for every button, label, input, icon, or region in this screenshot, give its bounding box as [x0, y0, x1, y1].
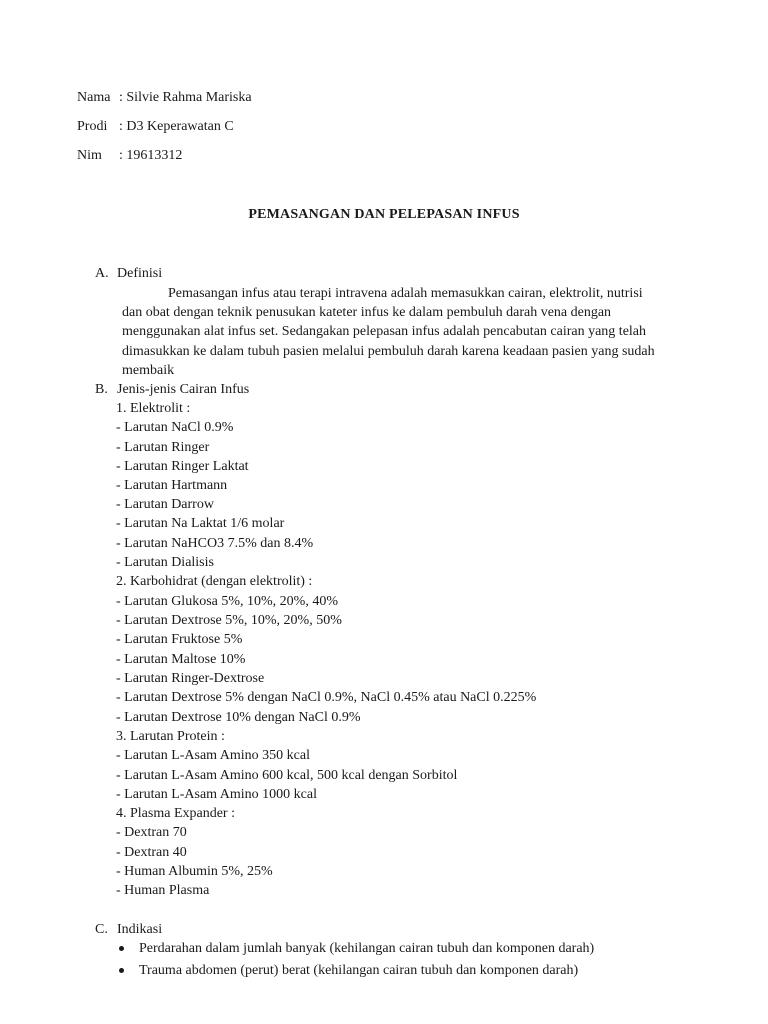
definition-line: dimasukkan ke dalam tubuh pasien melalui pembuluh darah karena keadaan pasien yang sudah	[122, 344, 655, 359]
list-item: - Larutan Ringer-Dextrose	[116, 671, 265, 686]
bullet-item: Trauma abdomen (perut) berat (kehilangan cairan tubuh dan komponen darah)	[139, 963, 579, 978]
section-c-marker: C.	[95, 922, 108, 937]
nim-value: : 19613312	[119, 148, 183, 163]
list-item: - Larutan Na Laktat 1/6 molar	[116, 516, 285, 531]
list-item: - Larutan Dextrose 10% dengan NaCl 0.9%	[116, 710, 361, 725]
list-item: - Human Albumin 5%, 25%	[116, 864, 273, 879]
section-a-heading: Definisi	[117, 266, 163, 281]
definition-line: dan obat dengan teknik penusukan kateter infus ke dalam pembuluh darah vena dengan	[122, 305, 612, 320]
list-item: - Larutan L-Asam Amino 350 kcal	[116, 748, 311, 763]
list-item: - Dextran 70	[116, 825, 187, 840]
definition-line: membaik	[122, 363, 175, 378]
list-item: - Dextran 40	[116, 845, 187, 860]
list-item: - Larutan L-Asam Amino 600 kcal, 500 kcal dengan Sorbitol	[116, 768, 458, 783]
bullet-icon	[119, 946, 124, 951]
prodi-value: : D3 Keperawatan C	[119, 119, 234, 134]
list-item: - Larutan Fruktose 5%	[116, 632, 243, 647]
prodi-label: Prodi	[77, 119, 108, 134]
list-item: - Larutan Glukosa 5%, 10%, 20%, 40%	[116, 594, 339, 609]
list-item: - Larutan NaHCO3 7.5% dan 8.4%	[116, 536, 314, 551]
section-a-marker: A.	[95, 266, 109, 281]
definition-line: Pemasangan infus atau terapi intravena adalah memasukkan cairan, elektrolit, nutrisi	[168, 286, 643, 301]
nama-label: Nama	[77, 90, 111, 105]
list-item: - Larutan Darrow	[116, 497, 214, 512]
list-item: - Larutan Dextrose 5%, 10%, 20%, 50%	[116, 613, 342, 628]
document-title: PEMASANGAN DAN PELEPASAN INFUS	[248, 207, 520, 222]
section-b-marker: B.	[95, 382, 108, 397]
bullet-item: Perdarahan dalam jumlah banyak (kehilangan cairan tubuh dan komponen darah)	[139, 941, 595, 956]
list-item: - Larutan Ringer Laktat	[116, 459, 249, 474]
section-b-heading: Jenis-jenis Cairan Infus	[117, 382, 250, 397]
bullet-icon	[119, 968, 124, 973]
list-item: - Larutan Dextrose 5% dengan NaCl 0.9%, NaCl 0.45% atau NaCl 0.225%	[116, 690, 537, 705]
nama-value: : Silvie Rahma Mariska	[119, 90, 252, 105]
list-item: 3. Larutan Protein :	[116, 729, 225, 744]
section-c-heading: Indikasi	[117, 922, 163, 937]
list-item: - Larutan Hartmann	[116, 478, 228, 493]
list-item: - Larutan L-Asam Amino 1000 kcal	[116, 787, 318, 802]
nim-label: Nim	[77, 148, 102, 163]
list-item: - Larutan Dialisis	[116, 555, 214, 570]
list-item: - Larutan Ringer	[116, 440, 210, 455]
list-item: 2. Karbohidrat (dengan elektrolit) :	[116, 574, 313, 589]
list-item: - Human Plasma	[116, 883, 210, 898]
list-item: - Larutan NaCl 0.9%	[116, 420, 234, 435]
list-item: - Larutan Maltose 10%	[116, 652, 246, 667]
list-item: 1. Elektrolit :	[116, 401, 191, 416]
list-item: 4. Plasma Expander :	[116, 806, 235, 821]
definition-line: menggunakan alat infus set. Sedangakan pelepasan infus adalah pencabutan cairan yang telah	[122, 324, 647, 339]
